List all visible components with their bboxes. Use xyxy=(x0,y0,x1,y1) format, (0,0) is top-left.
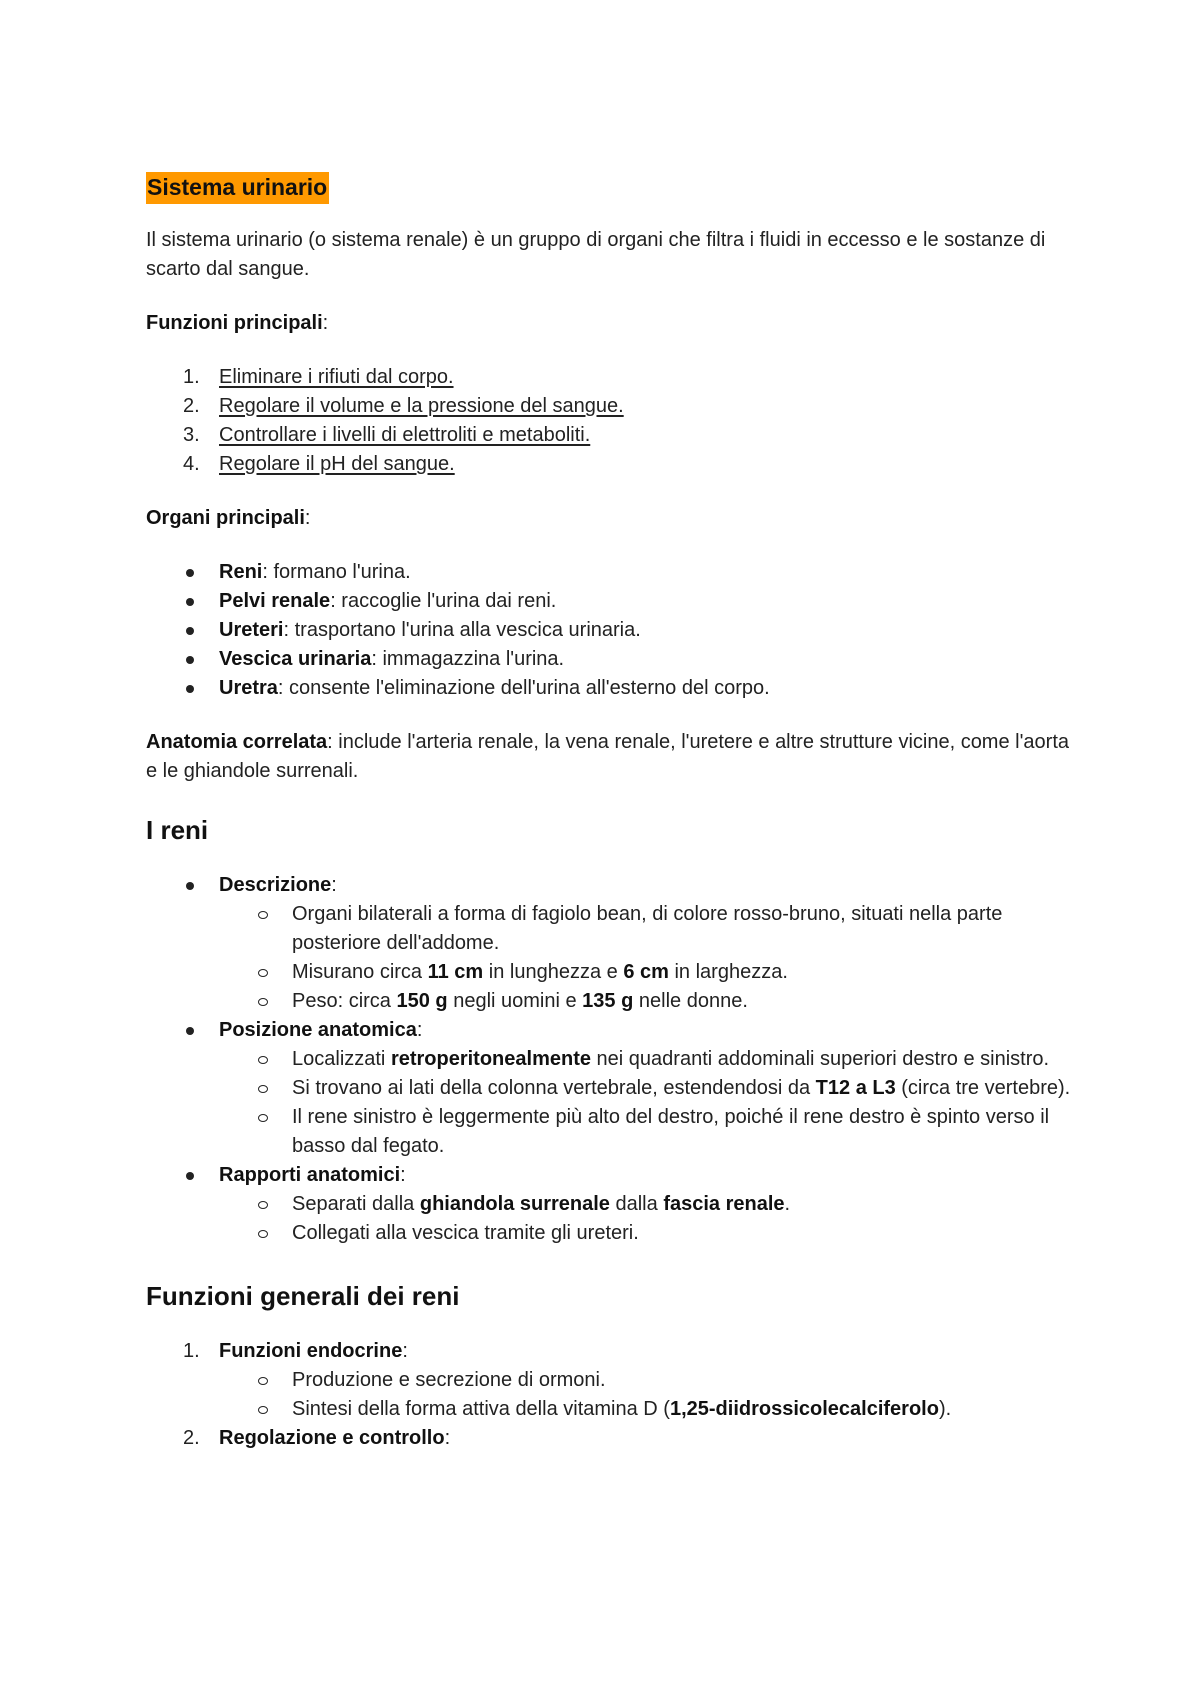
list-item: Posizione anatomica: xyxy=(146,1016,1076,1045)
list-item xyxy=(146,450,1076,479)
bullet-icon xyxy=(186,598,194,606)
sub-item-text: Separati dalla xyxy=(292,1193,420,1215)
item-term: Uretra xyxy=(219,677,278,699)
item-desc: : trasportano l'urina alla vescica urinaria. xyxy=(283,619,641,641)
sub-item-bold: 11 cm xyxy=(427,961,484,983)
sub-item-bold: retroperitonealmente xyxy=(390,1048,591,1070)
sub-item-text: ). xyxy=(938,1398,952,1420)
list-item xyxy=(146,392,1076,421)
circle-bullet-icon xyxy=(258,1230,268,1238)
item-text: Regolare il volume e la pressione del sangue. xyxy=(219,395,624,417)
sub-item-text: Misurano circa xyxy=(292,961,428,983)
sub-list-item xyxy=(146,1103,1076,1161)
list-item xyxy=(146,421,1076,450)
bullet-icon xyxy=(186,882,194,890)
funzioni-list xyxy=(146,363,1076,479)
sub-item-text: Localizzati xyxy=(292,1048,391,1070)
anatomia-term: Anatomia correlata xyxy=(146,731,328,753)
sub-item-text: Collegati alla vescica tramite gli ureteri. xyxy=(292,1222,639,1244)
organi-label: Organi principali: xyxy=(146,507,311,529)
item-number: 2. xyxy=(183,395,200,417)
list-item xyxy=(146,616,1076,645)
sub-list-item xyxy=(146,1190,1076,1219)
circle-bullet-icon xyxy=(258,998,268,1006)
item-term: Reni xyxy=(219,561,263,583)
bullet-icon xyxy=(186,1027,194,1035)
item-term: Rapporti anatomici xyxy=(219,1164,401,1186)
item-number: 3. xyxy=(183,424,200,446)
sub-list-item xyxy=(146,958,1076,987)
bullet-icon xyxy=(186,627,194,635)
circle-bullet-icon xyxy=(258,1201,268,1209)
page-title xyxy=(146,172,1076,204)
item-number: 2. xyxy=(183,1427,200,1449)
funzioni-label-text: Funzioni principali xyxy=(146,312,323,334)
sub-item-text: Si trovano ai lati della colonna vertebrale, estendendosi da xyxy=(292,1077,816,1099)
item-term: Regolazione e controllo xyxy=(219,1427,445,1449)
circle-bullet-icon xyxy=(258,1056,268,1064)
list-item xyxy=(146,363,1076,392)
anatomia-desc: : include l'arteria renale, la vena renale, l'uretere e altre strutture vicine, come l'aorta e le ghiandole surrenali. xyxy=(146,731,1069,782)
item-text: Eliminare i rifiuti dal corpo. xyxy=(219,366,454,388)
list-item: 2. Regolazione e controllo: xyxy=(146,1424,1076,1453)
sub-item-bold: 1,25-diidrossicolecalciferolo xyxy=(669,1398,939,1420)
item-term: Descrizione xyxy=(219,874,332,896)
sub-item-bold: fascia renale xyxy=(663,1193,785,1215)
list-item xyxy=(146,558,1076,587)
circle-bullet-icon xyxy=(258,1377,268,1385)
sub-list-item xyxy=(146,1395,1076,1424)
sub-item-text: nelle donne. xyxy=(633,990,748,1012)
sub-item-bold: ghiandola surrenale xyxy=(419,1193,610,1215)
anatomia-paragraph xyxy=(146,728,1076,786)
sub-item-text: Il rene sinistro è leggermente più alto del destro, poiché il rene destro è spinto verso il basso dal fegato. xyxy=(292,1106,1050,1157)
item-number: 1. xyxy=(183,366,200,388)
sub-list-item xyxy=(146,987,1076,1016)
item-text: Regolare il pH del sangue. xyxy=(219,453,455,475)
item-number: 4. xyxy=(183,453,200,475)
list-item xyxy=(146,587,1076,616)
sub-list-item xyxy=(146,900,1076,958)
sub-list-item xyxy=(146,1074,1076,1103)
list-item xyxy=(146,645,1076,674)
funzioni-label: Funzioni principali: xyxy=(146,312,329,334)
bullet-icon xyxy=(186,569,194,577)
sub-item-text: Sintesi della forma attiva della vitamina D ( xyxy=(292,1398,670,1420)
document-page xyxy=(146,172,1076,1453)
reni-list xyxy=(146,871,1076,1248)
sub-item-text: dalla xyxy=(609,1193,664,1215)
item-desc: : immagazzina l'urina. xyxy=(371,648,565,670)
sub-item-text: in lunghezza e xyxy=(483,961,624,983)
sub-item-text: in larghezza. xyxy=(668,961,788,983)
list-item: 1. Funzioni endocrine: xyxy=(146,1337,1076,1366)
list-item xyxy=(146,674,1076,703)
item-term: Posizione anatomica xyxy=(219,1019,417,1041)
sub-item-text: Produzione e secrezione di ormoni. xyxy=(292,1369,606,1391)
list-item: Descrizione: xyxy=(146,871,1076,900)
list-item: Rapporti anatomici: xyxy=(146,1161,1076,1190)
organi-list xyxy=(146,558,1076,703)
circle-bullet-icon xyxy=(258,1114,268,1122)
sub-item-text: Peso: circa xyxy=(292,990,397,1012)
circle-bullet-icon xyxy=(258,969,268,977)
sub-item-text: negli uomini e xyxy=(447,990,583,1012)
bullet-icon xyxy=(186,1172,194,1180)
item-desc: : consente l'eliminazione dell'urina all'esterno del corpo. xyxy=(277,677,770,699)
intro-paragraph: Il sistema urinario (o sistema renale) è un gruppo di organi che filtra i fluidi in eccesso e le sostanze di scarto dal sangue. xyxy=(146,229,1046,280)
sub-item-bold: 135 g xyxy=(582,990,634,1012)
sub-item-text: (circa tre vertebre). xyxy=(895,1077,1071,1099)
item-desc: : formano l'urina. xyxy=(262,561,411,583)
circle-bullet-icon xyxy=(258,1406,268,1414)
item-number: 1. xyxy=(183,1340,200,1362)
item-term: Funzioni endocrine xyxy=(219,1340,403,1362)
sub-item-bold: 150 g xyxy=(396,990,448,1012)
funzioni-generali-list xyxy=(146,1337,1076,1453)
sub-list-item xyxy=(146,1366,1076,1395)
item-term: Ureteri xyxy=(219,619,284,641)
sub-list-item xyxy=(146,1045,1076,1074)
section-heading-funzioni-generali: Funzioni generali dei reni xyxy=(146,1281,460,1311)
item-text: Controllare i livelli di elettroliti e metaboliti. xyxy=(219,424,591,446)
bullet-icon xyxy=(186,685,194,693)
sub-item-text: nei quadranti addominali superiori destro e sinistro. xyxy=(591,1048,1050,1070)
organi-label-text: Organi principali xyxy=(146,507,305,529)
item-term: Pelvi renale xyxy=(219,590,331,612)
sub-item-text: . xyxy=(784,1193,791,1215)
item-term: Vescica urinaria xyxy=(219,648,372,670)
sub-item-text: Organi bilaterali a forma di fagiolo bean, di colore rosso-bruno, situati nella parte posteriore dell'addome. xyxy=(292,903,1003,954)
circle-bullet-icon xyxy=(258,911,268,919)
item-desc: : raccoglie l'urina dai reni. xyxy=(330,590,557,612)
section-heading-reni: I reni xyxy=(146,815,209,845)
bullet-icon xyxy=(186,656,194,664)
sub-item-bold: 6 cm xyxy=(623,961,669,983)
sub-item-bold: T12 a L3 xyxy=(815,1077,896,1099)
highlighted-title: Sistema urinario xyxy=(146,172,329,204)
circle-bullet-icon xyxy=(258,1085,268,1093)
sub-list-item xyxy=(146,1219,1076,1248)
